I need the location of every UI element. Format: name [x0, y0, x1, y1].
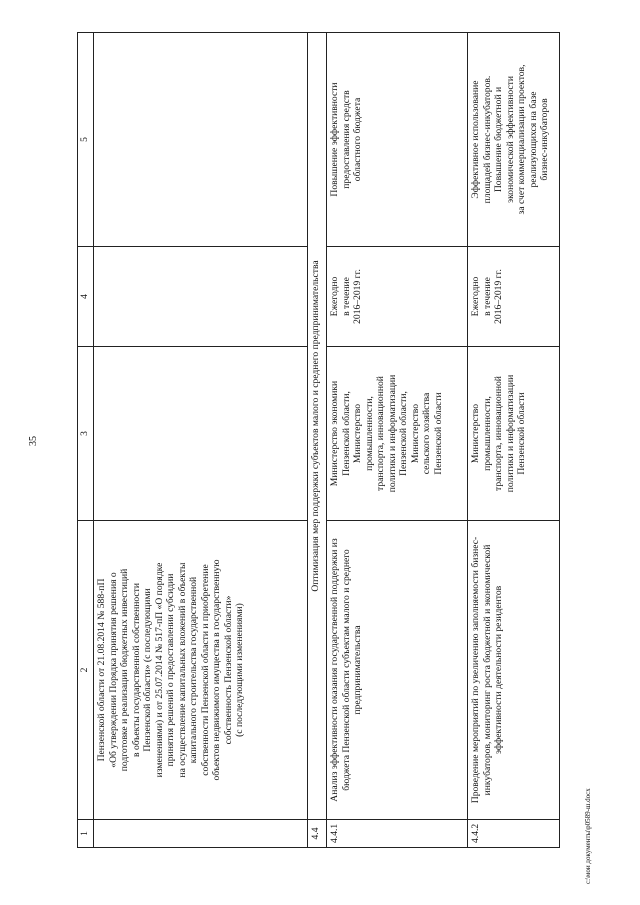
result-line: областного бюджета	[352, 97, 363, 182]
result-line: предоставления средств	[340, 90, 352, 189]
table-row	[468, 33, 560, 848]
page-number: 35	[28, 436, 39, 446]
executor-line: Пензенской области	[516, 392, 527, 475]
term-line: Ежегодно	[470, 276, 481, 317]
result-line: Эффективное использование	[470, 80, 481, 199]
footer-file-path: c:\мои документы\p0589-ш.docx	[584, 788, 592, 884]
result-line: Повышение бюджетной и	[493, 86, 504, 193]
executor-line: Пензенской области	[432, 392, 444, 475]
result-cell	[327, 33, 468, 247]
result-cell	[468, 33, 560, 247]
number-cell	[94, 820, 308, 848]
result-line: бизнес-инкубаторов	[539, 98, 550, 181]
header-cell: 5	[78, 33, 94, 247]
result-line: реализующихся на базе	[527, 91, 539, 188]
header-cell: 3	[78, 347, 94, 521]
measure-line: объектов недвижимого имущества в государственную	[211, 559, 222, 781]
executor-line: промышленности,	[363, 396, 375, 471]
table-row-continuation	[94, 33, 308, 848]
result-line: Повышение эффективности	[329, 82, 340, 197]
executor-line: политики и информатизации	[504, 374, 516, 493]
executor-line: сельского хозяйства	[421, 392, 432, 475]
header-cell: 1	[78, 820, 94, 848]
section-row	[308, 33, 327, 848]
executor-line: Пензенской области,	[340, 391, 352, 476]
measure-line: изменениями) и от 25.07.2014 № 517-пП «О порядке	[153, 562, 165, 778]
row-number: 4.4.2	[468, 820, 560, 848]
measure-cell	[94, 521, 308, 820]
rotated-table-container	[77, 48, 550, 848]
executor-line: Министерство экономики	[329, 380, 340, 487]
term-cell	[468, 247, 560, 347]
executor-line: Министерство	[409, 403, 421, 464]
term-cell	[327, 247, 468, 347]
term-line: 2016–2019 гг.	[493, 269, 504, 324]
executor-line: Пензенской области,	[398, 391, 409, 476]
executors-cell	[327, 347, 468, 521]
measures-table	[77, 32, 560, 848]
header-cell: 2	[78, 521, 94, 820]
measure-line: Пензенской области от 21.08.2014 № 588-пП	[96, 578, 107, 762]
measure-line: собственности Пензенской области и приобретение	[199, 564, 211, 776]
term-cell	[94, 247, 308, 347]
measure-line: капитального строительства государственной	[188, 576, 199, 764]
measure-line: подготовке и реализации бюджетных инвестиций	[119, 568, 130, 772]
term-line: в течение	[481, 277, 493, 316]
row-number: 4.4.1	[327, 820, 468, 848]
header-cell: 4	[78, 247, 94, 347]
result-line: площадей бизнес-инкубаторов.	[481, 75, 493, 204]
executor-line: Министерство	[352, 403, 363, 464]
executors-cell	[468, 347, 560, 521]
table-header-row	[78, 33, 94, 848]
executor-line: транспорта, инновационной	[375, 376, 386, 491]
measure-line: Пензенской области» (с последующими	[142, 588, 153, 752]
executor-line: политики и информатизации	[386, 374, 398, 493]
section-number: 4.4	[308, 820, 327, 848]
table-row	[327, 33, 468, 848]
executors-cell	[94, 347, 308, 521]
measure-line: (с последующими изменениями)	[234, 603, 245, 737]
executor-line: транспорта, инновационной	[493, 376, 504, 491]
term-line: Ежегодно	[329, 276, 340, 317]
measure-cell: Анализ эффективности оказания государственной поддержки из бюджета Пензенской области субъектам малого и среднего предпринимательства	[327, 521, 468, 820]
measure-line: в объекты государственной собственности	[130, 583, 142, 757]
executor-line: промышленности,	[481, 396, 493, 471]
section-title: Оптимизация мер поддержки субъектов малого и среднего предпринимательства	[308, 33, 327, 820]
result-cell	[94, 33, 308, 247]
term-line: в течение	[340, 277, 352, 316]
executor-line: Министерство	[470, 403, 481, 464]
measure-line: принятия решений о предоставлении субсидии	[165, 573, 176, 767]
result-line: за счет коммерциализации проектов,	[516, 64, 527, 215]
measure-line: «Об утверждении Порядка принятия решения о	[107, 572, 119, 768]
measure-cell: Проведение мероприятий по увеличению заполняемости бизнес-инкубаторов, мониторинг роста бюджетной и экономической эффективности деятельности резидентов	[468, 521, 560, 820]
measure-line: собственность Пензенской области»	[222, 595, 234, 745]
result-line: экономической эффективности	[504, 76, 516, 203]
measure-line: на осуществление капитальных вложений в объекты	[176, 562, 188, 778]
term-line: 2016–2019 гг.	[352, 269, 363, 324]
